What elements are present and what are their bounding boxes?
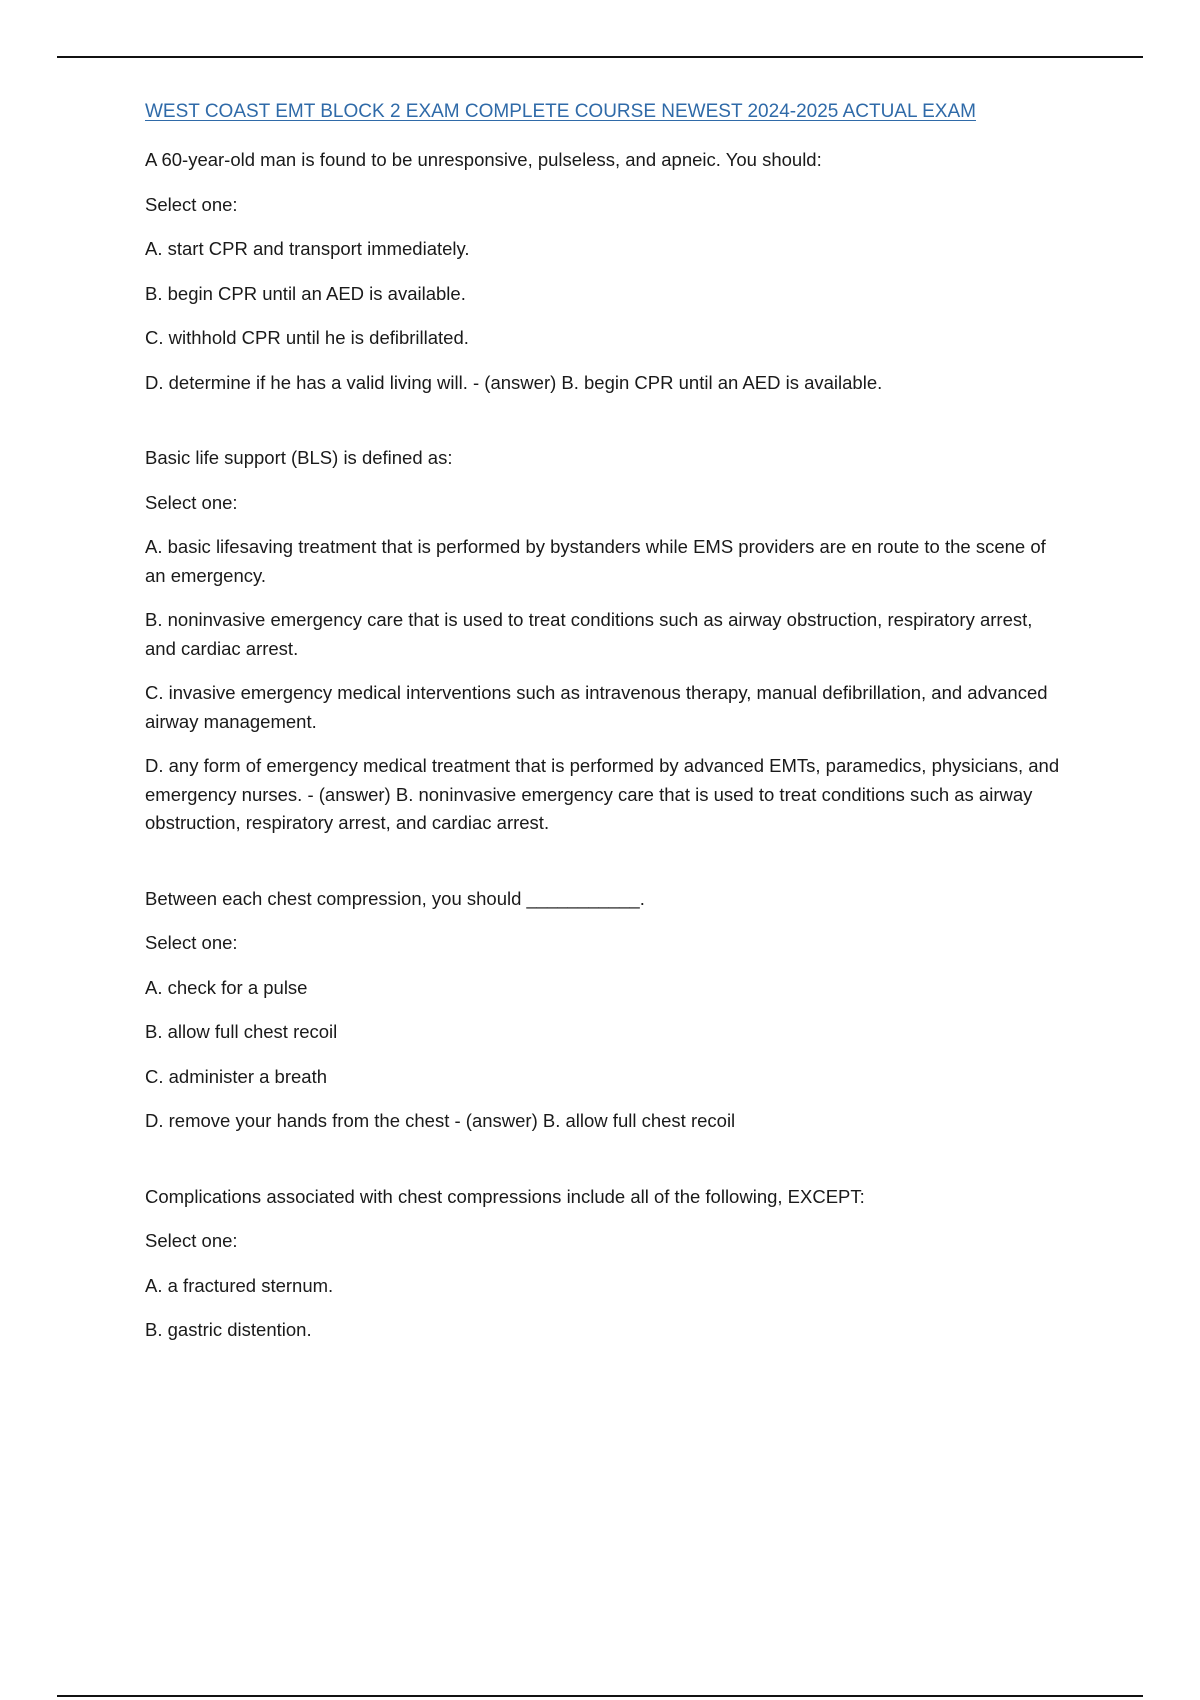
header-rule bbox=[57, 56, 1143, 58]
question-block bbox=[145, 444, 1065, 838]
question-block bbox=[145, 146, 1065, 397]
option-d-with-answer: D. determine if he has a valid living will. - (answer) B. begin CPR until an AED is available. bbox=[145, 371, 883, 393]
option-a: A. a fractured sternum. bbox=[145, 1274, 334, 1296]
option-a: A. check for a pulse bbox=[145, 976, 308, 998]
question-prompt: A 60-year-old man is found to be unresponsive, pulseless, and apneic. You should: bbox=[145, 149, 822, 170]
question-block bbox=[145, 1183, 1065, 1345]
select-one-label: Select one: bbox=[145, 932, 238, 953]
option-c: C. administer a breath bbox=[145, 1065, 328, 1087]
option-b: B. noninvasive emergency care that is used to treat conditions such as airway obstruction, respiratory arrest, and cardiac arrest. bbox=[145, 609, 1033, 659]
document-title-link[interactable]: WEST COAST EMT BLOCK 2 EXAM COMPLETE COURSE NEWEST 2024-2025 ACTUAL EXAM bbox=[145, 101, 976, 122]
option-a: A. start CPR and transport immediately. bbox=[145, 238, 470, 259]
option-b: B. begin CPR until an AED is available. bbox=[145, 282, 466, 304]
select-one-label: Select one: bbox=[145, 193, 238, 215]
option-b: B. gastric distention. bbox=[145, 1319, 312, 1340]
option-a: A. basic lifesaving treatment that is performed by bystanders while EMS providers are en route to the scene of an emergency. bbox=[145, 536, 1046, 586]
option-d-with-answer: D. any form of emergency medical treatment that is performed by advanced EMTs, paramedics, physicians, and emergency nurses. - (answer) B. noninvasive emergency care that is used to treat conditions such as airway obstruction, respiratory arrest, and cardiac arrest. bbox=[145, 755, 1060, 833]
question-prompt: Complications associated with chest compressions include all of the following, EXCEPT: bbox=[145, 1185, 865, 1207]
option-c: C. invasive emergency medical interventions such as intravenous therapy, manual defibrillation, and advanced airway management. bbox=[145, 682, 1048, 732]
select-one-label: Select one: bbox=[145, 491, 238, 513]
option-d-with-answer: D. remove your hands from the chest - (answer) B. allow full chest recoil bbox=[145, 1110, 736, 1131]
option-c: C. withhold CPR until he is defibrillated. bbox=[145, 327, 469, 348]
question-prompt: Between each chest compression, you should ___________. bbox=[145, 887, 645, 909]
option-b: B. allow full chest recoil bbox=[145, 1021, 338, 1042]
question-block bbox=[145, 885, 1065, 1136]
question-prompt: Basic life support (BLS) is defined as: bbox=[145, 447, 453, 468]
footer-rule bbox=[57, 1695, 1143, 1697]
document-body bbox=[145, 98, 1065, 1361]
select-one-label: Select one: bbox=[145, 1230, 238, 1251]
